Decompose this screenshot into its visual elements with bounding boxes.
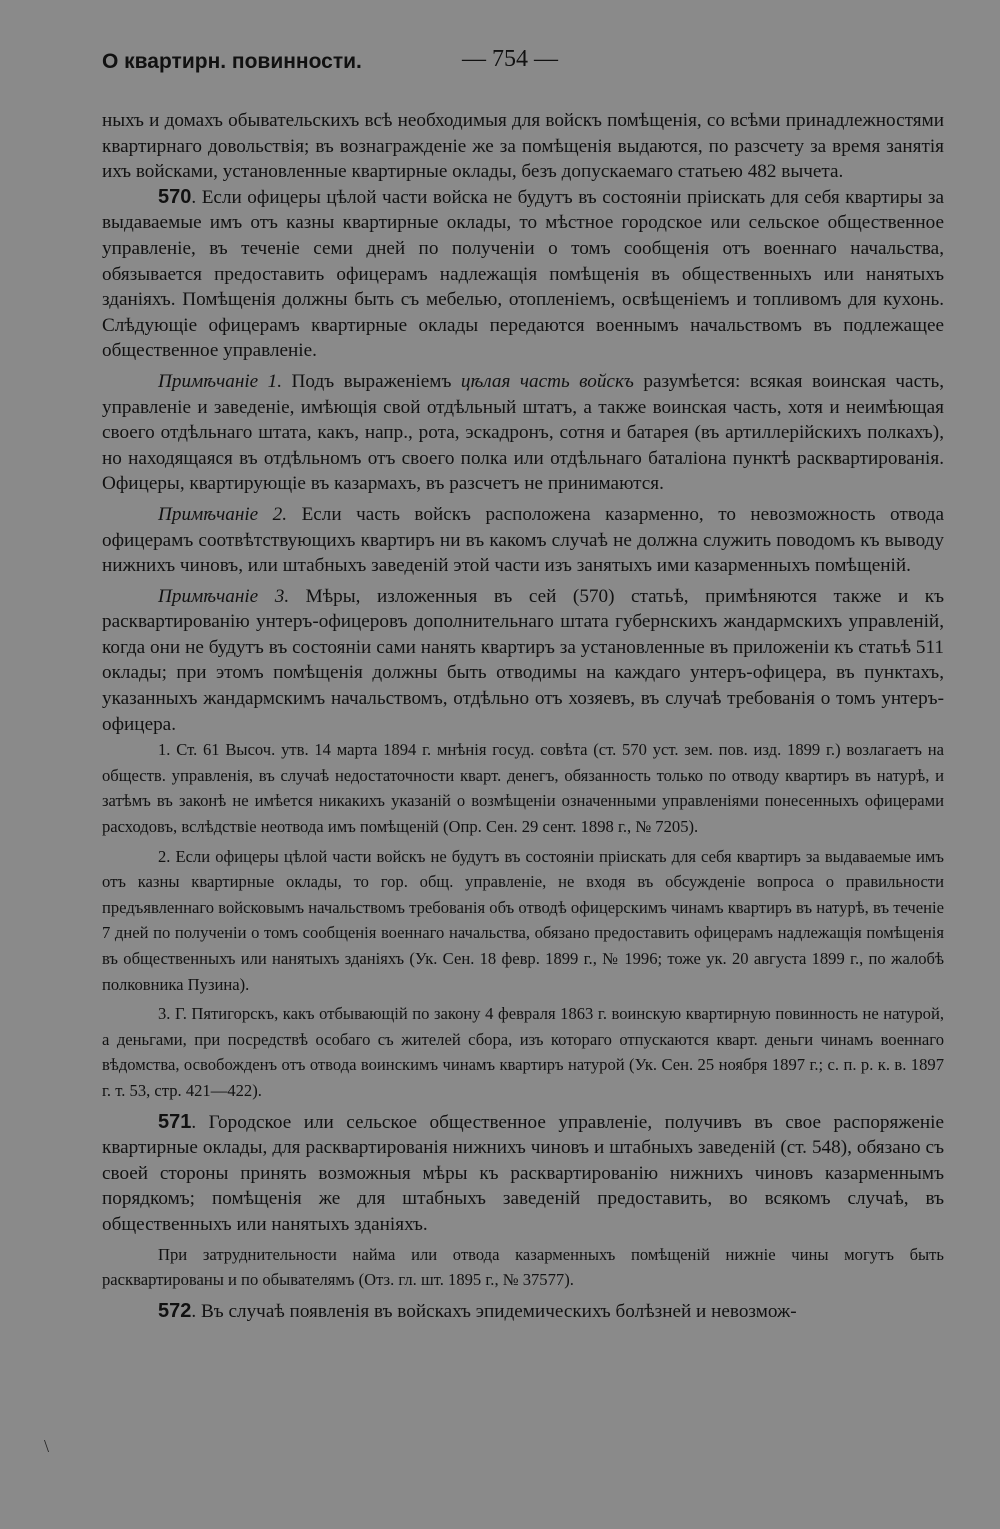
- main-text-continued: [102, 1110, 944, 1238]
- note-label: Примѣчаніе 2.: [158, 503, 288, 525]
- note-label: Примѣчаніе 3.: [158, 585, 290, 607]
- note-text: Мѣры, изложенныя въ сей (570) статьѣ, примѣняются также и къ расквартированію унтеръ-офицеровъ дополнительнаго штата губернскихъ жандармскихъ управленій, когда они не будутъ въ состояніи сами нанять квартиръ за установленные въ приложеніи къ статьѣ 511 оклады; при этомъ помѣщенія должны быть отводимы на каждаго унтеръ-офицера, въ пунктахъ, указанныхъ жандармскимъ начальствомъ, отдѣльно отъ хозяевъ, въ случаѣ требованія о томъ унтеръ-офицера.: [102, 585, 945, 735]
- commentary-item: 3. Г. Пятигорскъ, какъ отбывающій по закону 4 февраля 1863 г. воинскую квартирную повинность не натурой, а деньгами, при посредствѣ особаго съ жителей сбора, изъ котораго отпускаются кварт. деньги чинамъ военнаго вѣдомства, освобожденъ отъ отвода воинскимъ чинамъ квартиръ натурой (Ук. Сен. 25 ноября 1897 г.; с. п. р. к. в. 1897 г. т. 53, стр. 421—422).: [102, 1004, 944, 1100]
- main-text: [102, 108, 944, 737]
- note-1: [102, 369, 944, 497]
- article-571: [102, 1110, 944, 1238]
- article-text: . Въ случаѣ появленія въ войскахъ эпидемическихъ болѣзней и невозмож-: [191, 1300, 797, 1322]
- commentary-item: 2. Если офицеры цѣлой части войскъ не будутъ въ состояніи пріискать для себя квартиръ за выдаваемые имъ отъ казны квартирные оклады, то гор. общ. управленіе, не входя въ обсужденіе вопроса о правильности предъявленнаго войсковымъ начальствомъ требованія объ отводѣ офицерскимъ чинамъ квартиръ въ натурѣ, въ теченіе 7 дней по полученіи о томъ сообщенія военнаго начальства, обязано предоставить офицерамъ надлежащія помѣщенія въ общественныхъ или нанятыхъ зданіяхъ (Ук. Сен. 18 февр. 1899 г., № 1996; тоже ук. 20 августа 1899 г., по жалобѣ полковника Пузина).: [102, 846, 944, 994]
- commentary-item: 1. Ст. 61 Высоч. утв. 14 марта 1894 г. мнѣнія госуд. совѣта (ст. 570 уст. зем. пов. изд. 1899 г.) возлагаетъ на обществ. управленія, въ случаѣ недостаточности кварт. денегъ, обязанность только по отводу квартиръ въ натурѣ, и затѣмъ въ законѣ не имѣется никакихъ указаній о возмѣщеніи означенными управленіями понесенныхъ офицерами расходовъ, вслѣдствіе неотвода имъ помѣщеній (Опр. Сен. 29 сент. 1898 г., № 7205).: [102, 740, 944, 837]
- note-2: [102, 502, 944, 579]
- note-label: Примѣчаніе 1.: [158, 370, 283, 392]
- article-text: . Если офицеры цѣлой части войска не будутъ въ состояніи пріискать для себя квартиры за выдаваемые имъ отъ казны квартирные оклады, то мѣстное городское или сельское общественное управленіе, въ теченіе семи дней по полученіи о томъ сообщенія отъ военнаго начальства, обязывается предоставить офицерамъ надлежащія помѣщенія въ общественныхъ или нанятыхъ зданіяхъ. Помѣщенія должны быть съ мебелью, отопленіемъ, освѣщеніемъ и топливомъ для кухонь. Слѣдующіе офицерамъ квартирные оклады передаются военнымъ начальствомъ въ подлежащее общественное управленіе.: [102, 186, 944, 362]
- main-text-end: [102, 1299, 944, 1325]
- note-text: разумѣется: всякая воинская часть, управленіе и заведеніе, имѣющія свой отдѣльный штатъ, а также воинская часть, хотя и неимѣющая своего отдѣльнаго штата, какъ, напр., рота, эскадронъ, сотня и батарея (въ артиллерійскихъ полкахъ), но находящаяся въ отдѣльномъ отъ своего полка или отдѣльнаго баталіона пунктѣ расквартированія. Офицеры, квартирующіе въ казармахъ, въ разсчетъ не принимаются.: [102, 370, 945, 495]
- commentary-block: [102, 737, 944, 1103]
- margin-mark: \: [44, 1436, 50, 1456]
- note-3: [102, 584, 944, 738]
- note-text: Подъ выраженіемъ: [282, 370, 461, 392]
- article-number: 571: [158, 1110, 192, 1133]
- page-header: [102, 44, 944, 88]
- emphasized-term: цѣлая часть войскъ: [460, 370, 634, 392]
- article-570: [102, 185, 944, 364]
- article-572: [102, 1299, 944, 1325]
- article-text: . Городское или сельское общественное управленіе, получивъ въ свое распоряженіе квартирные оклады, для расквартированія нижнихъ чиновъ и штабныхъ заведеній (ст. 548), обязано съ своей стороны принять возможныя мѣры къ расквартированію нижнихъ чиновъ казарменнымъ порядкомъ; помѣщенія же для штабныхъ заведеній предоставить, во всякомъ случаѣ, въ общественныхъ или нанятыхъ зданіяхъ.: [102, 1111, 944, 1235]
- note-text: Если часть войскъ расположена казарменно, то невозможность отвода офицерамъ соотвѣтствующихъ квартиръ ни въ какомъ случаѣ не должна служить поводомъ къ выводу нижнихъ чиновъ, или штабныхъ заведеній этой части изъ занятыхъ ими казарменныхъ помѣщеній.: [102, 503, 944, 577]
- commentary-item: При затруднительности найма или отвода казарменныхъ помѣщеній нижніе чины могутъ быть расквартированы и по обывателямъ (Отз. гл. шт. 1895 г., № 37577).: [102, 1244, 944, 1290]
- commentary-571: [102, 1242, 944, 1293]
- running-title: О квартирн. повинности.: [102, 50, 362, 73]
- article-number: 572: [158, 1299, 192, 1322]
- continued-paragraph: ныхъ и домахъ обывательскихъ всѣ необходимыя для войскъ помѣщенія, со всѣми принадлежностями квартирнаго довольствія; въ вознагражденіе же за помѣщенія выдаются, по разсчету за время занятія ихъ войсками, установленные квартирные оклады, безъ допускаемаго статьею 482 вычета.: [102, 110, 944, 183]
- page-number: — 754 —: [462, 46, 558, 72]
- article-number: 570: [158, 185, 192, 208]
